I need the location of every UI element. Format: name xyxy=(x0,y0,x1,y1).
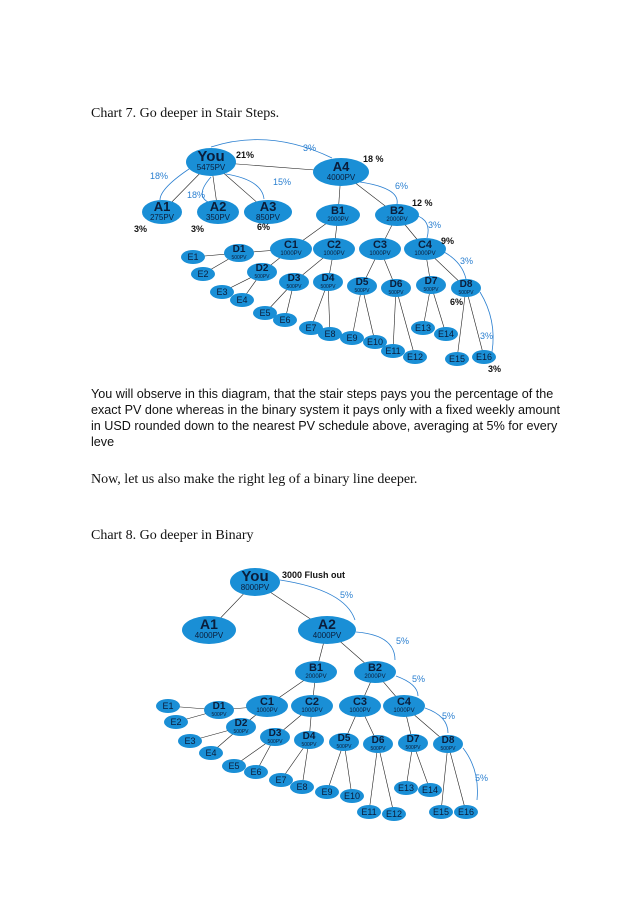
chart8-node-label: You xyxy=(241,568,269,585)
chart8-node-label: D2 xyxy=(234,718,248,729)
chart8-node-label: E12 xyxy=(385,809,403,819)
chart7-percent-label: 12 % xyxy=(412,198,433,208)
chart8-node-label: E10 xyxy=(343,791,361,801)
chart7-node-pv: 1000PV xyxy=(414,251,436,257)
chart7-node-label: E7 xyxy=(305,323,317,333)
chart7-node-label: D1 xyxy=(232,244,246,255)
chart8-node-pv: 500PV xyxy=(267,739,283,745)
chart7-node-label: E9 xyxy=(346,333,358,343)
chart7-node-label: E4 xyxy=(236,295,248,305)
chart7-node-label: A4 xyxy=(332,159,350,174)
chart8-node-label: C1 xyxy=(259,696,275,708)
chart7-node-pv: 350PV xyxy=(205,213,231,222)
chart7-percent-label: 18% xyxy=(150,171,169,181)
chart8-node-e9 xyxy=(315,785,339,799)
chart8-node-pv: 4000PV xyxy=(312,631,342,640)
chart8-node-label: D8 xyxy=(441,735,455,746)
chart7-node-pv: 500PV xyxy=(231,255,247,261)
chart8-node-label: C4 xyxy=(396,696,412,708)
chart8-node-label: B1 xyxy=(308,662,324,674)
chart7-node-pv: 1000PV xyxy=(323,251,345,257)
chart8-percent-arc xyxy=(280,580,355,620)
chart8-node-label: E6 xyxy=(250,767,262,777)
chart7-percent-label: 15% xyxy=(273,177,292,187)
chart8-node-e10 xyxy=(340,789,364,803)
chart8-node-e4 xyxy=(199,746,223,760)
chart7-node-pv: 850PV xyxy=(255,213,281,222)
chart7-percent-label: 3% xyxy=(480,331,494,341)
chart7-node-label: C3 xyxy=(372,239,388,251)
chart7-node-label: E12 xyxy=(406,352,424,362)
chart8-node-e11 xyxy=(357,805,381,819)
chart7-node-label: C2 xyxy=(326,239,342,251)
chart8-node-label: D3 xyxy=(268,728,282,739)
chart7-node-label: E3 xyxy=(216,287,228,297)
chart8-node-e1 xyxy=(156,699,180,713)
chart7-node-label: E15 xyxy=(448,354,466,364)
chart7-node-pv: 500PV xyxy=(354,288,370,294)
chart8-node-label: D5 xyxy=(337,733,351,744)
chart7-node-label: A3 xyxy=(259,199,277,214)
chart7-percent-label: 3% xyxy=(488,364,502,374)
chart7-node-label: E16 xyxy=(475,352,493,362)
chart7-percent-label: 3% xyxy=(460,256,474,266)
chart8-node-e15 xyxy=(429,805,453,819)
chart7-node-pv: 500PV xyxy=(388,290,404,296)
chart8-edge-d6-e11 xyxy=(369,744,378,812)
chart8-node-pv: 500PV xyxy=(301,742,317,748)
chart8-node-pv: 500PV xyxy=(233,729,249,735)
chart7-node-label: D4 xyxy=(321,273,335,284)
right-leg-heading: Now, let us also make the right leg of a binary line deeper. xyxy=(91,472,418,487)
chart7-percent-label: 3% xyxy=(191,224,205,234)
chart8-node-b2 xyxy=(354,661,396,683)
chart8-node-c2 xyxy=(291,695,333,717)
chart8-node-d4 xyxy=(294,731,324,749)
chart7-percent-label: 18% xyxy=(187,190,206,200)
chart8-node-label: D4 xyxy=(302,731,316,742)
chart7-node-pv: 500PV xyxy=(458,290,474,296)
chart8-edge-d6-e12 xyxy=(378,744,394,814)
chart8-node-label: C3 xyxy=(352,696,368,708)
chart8-node-d3 xyxy=(260,728,290,746)
chart7-node-pv: 500PV xyxy=(254,274,270,280)
chart7-percent-label: 6% xyxy=(395,181,409,191)
chart8-node-label: A2 xyxy=(318,616,336,632)
chart8-node-c3 xyxy=(339,695,381,717)
chart8-node-pv: 4000PV xyxy=(194,631,224,640)
chart7-percent-label: 3% xyxy=(303,143,317,153)
chart7-node-label: B2 xyxy=(389,205,405,217)
chart8-flush-out-label: 3000 Flush out xyxy=(282,570,346,580)
chart7-node-label: D3 xyxy=(287,273,301,284)
chart7-node-label: E8 xyxy=(324,329,336,339)
chart7-percent-label: 21% xyxy=(236,150,255,160)
chart7-node-label: B1 xyxy=(330,205,346,217)
chart7-node-label: C4 xyxy=(417,239,433,251)
chart8-node-e6 xyxy=(244,765,268,779)
chart8-node-label: E2 xyxy=(170,717,182,727)
chart8-percent-label: 5% xyxy=(396,636,410,646)
chart8-heading: Chart 8. Go deeper in Binary xyxy=(91,528,254,543)
chart8-node-pv: 1000PV xyxy=(393,708,415,714)
chart8-node-label: E1 xyxy=(162,701,174,711)
chart8-percent-label: 5% xyxy=(340,590,354,600)
chart7-node-label: E14 xyxy=(437,329,455,339)
chart7-node-label: You xyxy=(197,148,225,165)
chart8-node-pv: 500PV xyxy=(370,746,386,752)
chart8-node-label: E7 xyxy=(275,775,287,785)
chart8-node-b1 xyxy=(295,661,337,683)
chart7-node-label: A2 xyxy=(209,199,227,214)
chart8-node-label: E16 xyxy=(457,807,475,817)
chart8-node-label: E15 xyxy=(432,807,450,817)
chart8-edge-d8-e16 xyxy=(448,744,466,812)
chart8-node-pv: 500PV xyxy=(405,745,421,751)
chart8-node-d7 xyxy=(398,734,428,752)
chart8-node-e3 xyxy=(178,734,202,748)
chart8-node-label: D7 xyxy=(406,734,420,745)
chart7-node-pv: 275PV xyxy=(149,213,175,222)
chart7-heading: Chart 7. Go deeper in Stair Steps. xyxy=(91,106,280,121)
chart8-node-pv: 2000PV xyxy=(305,674,327,680)
chart8-node-a1 xyxy=(182,616,236,644)
chart7-node-pv: 500PV xyxy=(423,287,439,293)
chart8-node-a2 xyxy=(298,616,356,644)
chart8-node-pv: 500PV xyxy=(440,746,456,752)
chart8-node-e14 xyxy=(418,783,442,797)
chart7-node-label: D7 xyxy=(424,276,438,287)
chart8-node-e2 xyxy=(164,715,188,729)
chart8-percent-label: 5% xyxy=(412,674,426,684)
chart7-node-label: E5 xyxy=(259,308,271,318)
chart8-node-pv: 2000PV xyxy=(364,674,386,680)
chart8-node-e5 xyxy=(222,759,246,773)
chart7-node-label: E13 xyxy=(414,323,432,333)
chart7-percent-label: 6% xyxy=(450,297,464,307)
chart7-percent-label: 3% xyxy=(428,220,442,230)
chart8-percent-arc xyxy=(356,632,395,660)
chart8-node-pv: 8000PV xyxy=(240,583,270,592)
chart7-node-label: E2 xyxy=(197,269,209,279)
chart8-node-c1 xyxy=(246,695,288,717)
chart8-node-label: E14 xyxy=(421,785,439,795)
chart8-node-label: E8 xyxy=(296,782,308,792)
chart7-percent-label: 6% xyxy=(257,222,271,232)
chart8-node-d2 xyxy=(226,718,256,736)
chart7-node-label: E10 xyxy=(366,337,384,347)
chart7-node-pv: 2000PV xyxy=(386,217,408,223)
chart7-node-pv: 500PV xyxy=(320,284,336,290)
chart8-node-pv: 1000PV xyxy=(301,708,323,714)
chart7-node-pv: 5475PV xyxy=(196,163,226,172)
explanation-paragraph: You will observe in this diagram, that the stair steps pays you the percentage of the exact PV done whereas in the binary system it pays only with a fixed weekly amount in USD rounded down to the nearest PV schedule above, averaging at 5% for every leve xyxy=(91,387,561,449)
chart8-node-c4 xyxy=(383,695,425,717)
chart8-node-pv: 500PV xyxy=(211,712,227,718)
chart7-node-label: E1 xyxy=(187,252,199,262)
chart7-node-pv: 4000PV xyxy=(326,173,356,182)
chart8-node-pv: 500PV xyxy=(336,744,352,750)
chart8-node-e13 xyxy=(394,781,418,795)
chart7-node-label: D2 xyxy=(255,263,269,274)
chart7-node-label: E6 xyxy=(279,315,291,325)
chart8-node-e8 xyxy=(290,780,314,794)
chart7-percent-label: 9% xyxy=(441,236,455,246)
chart8-node-label: E13 xyxy=(397,783,415,793)
chart8-node-label: E3 xyxy=(184,736,196,746)
chart8-node-label: A1 xyxy=(200,616,218,632)
chart8-node-e7 xyxy=(269,773,293,787)
chart8-node-pv: 1000PV xyxy=(349,708,371,714)
chart8-node-e16 xyxy=(454,805,478,819)
chart8-node-label: E9 xyxy=(321,787,333,797)
chart7-node-label: D6 xyxy=(389,279,403,290)
chart7-node-label: A1 xyxy=(153,199,171,214)
chart7-percent-label: 18 % xyxy=(363,154,384,164)
chart8-percent-label: 5% xyxy=(442,711,456,721)
chart7-node-pv: 500PV xyxy=(286,284,302,290)
chart8-node-label: C2 xyxy=(304,696,320,708)
chart8-node-d1 xyxy=(204,701,234,719)
chart8-node-pv: 1000PV xyxy=(256,708,278,714)
chart8-node-label: D1 xyxy=(212,701,226,712)
chart8-node-label: E11 xyxy=(361,807,377,817)
chart8-node-d6 xyxy=(363,735,393,753)
chart7-node-pv: 1000PV xyxy=(280,251,302,257)
chart7-node-label: C1 xyxy=(283,239,299,251)
chart8-node-d5 xyxy=(329,733,359,751)
chart8-percent-label: 5% xyxy=(475,773,489,783)
chart8-node-e12 xyxy=(382,807,406,821)
chart7-percent-label: 3% xyxy=(134,224,148,234)
chart7-node-pv: 1000PV xyxy=(369,251,391,257)
chart8-node-label: B2 xyxy=(367,662,383,674)
chart8-node-label: D6 xyxy=(371,735,385,746)
chart8-node-you xyxy=(230,568,280,596)
chart8-edge-d8-e15 xyxy=(441,744,448,812)
chart7-node-pv: 2000PV xyxy=(327,217,349,223)
chart7-node-label: E11 xyxy=(385,346,401,356)
chart8-node-label: E4 xyxy=(205,748,217,758)
chart7-node-label: D8 xyxy=(459,279,473,290)
chart7-node-label: D5 xyxy=(355,277,369,288)
chart8-node-d8 xyxy=(433,735,463,753)
chart8-node-label: E5 xyxy=(228,761,240,771)
